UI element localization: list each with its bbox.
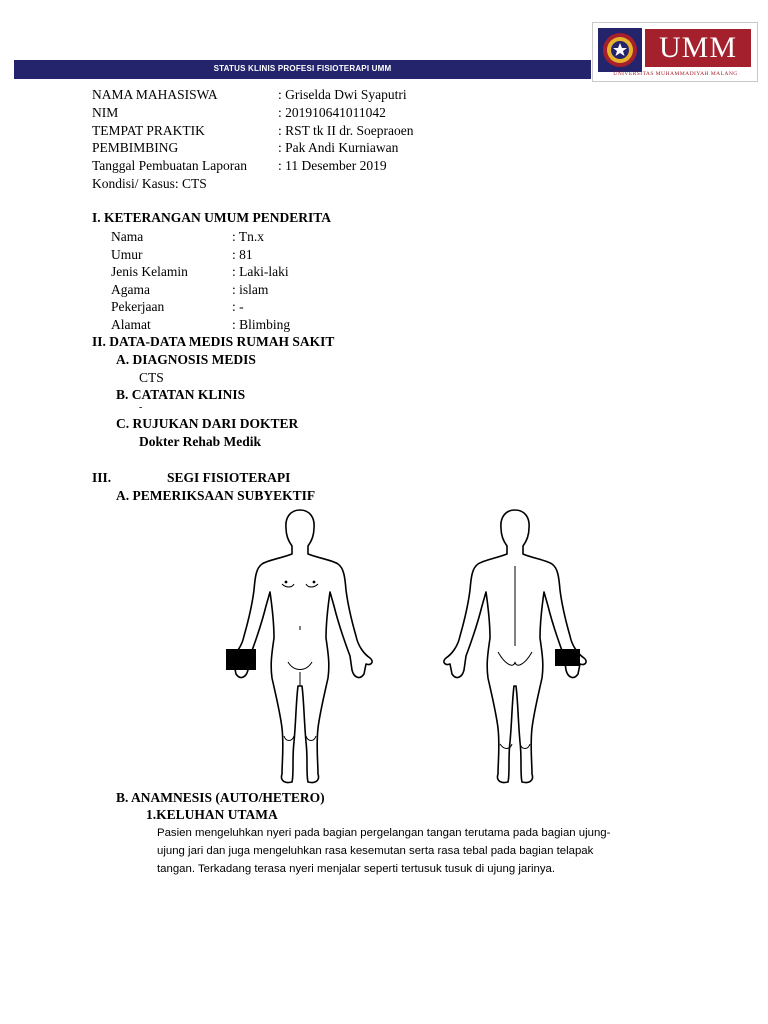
banner-title: STATUS KLINIS PROFESI FISIOTERAPI UMM <box>213 64 392 73</box>
section2-title: II. DATA-DATA MEDIS RUMAH SAKIT <box>92 334 335 349</box>
info-value: : 11 Desember 2019 <box>278 158 387 174</box>
diagnosis-value: CTS <box>139 370 164 385</box>
patient-label: Jenis Kelamin <box>111 264 188 280</box>
anamnesis-title: B. ANAMNESIS (AUTO/HETERO) <box>116 790 325 805</box>
info-label: PEMBIMBING <box>92 140 179 156</box>
subjective-exam-title: A. PEMERIKSAAN SUBYEKTIF <box>116 488 316 503</box>
referral-value: Dokter Rehab Medik <box>139 434 262 449</box>
section1-title: I. KETERANGAN UMUM PENDERITA <box>92 210 332 225</box>
section3-title: SEGI FISIOTERAPI <box>167 470 291 485</box>
diagnosis-title: A. DIAGNOSIS MEDIS <box>116 352 256 367</box>
patient-value: : islam <box>232 281 269 297</box>
complaint-line: Pasien mengeluhkan nyeri pada bagian pergelangan tangan terutama pada bagian ujung- <box>157 827 611 839</box>
patient-value: : 81 <box>232 246 253 262</box>
section3-number: III. <box>92 470 112 485</box>
patient-label: Pekerjaan <box>111 299 165 315</box>
patient-value: : Tn.x <box>232 229 265 244</box>
info-value: : Pak Andi Kurniawan <box>278 140 399 156</box>
clinical-notes-value: - <box>139 402 143 413</box>
patient-label: Nama <box>111 229 144 244</box>
patient-value: : Blimbing <box>232 316 291 332</box>
university-logo <box>592 22 758 82</box>
back-wrist-marker <box>555 649 580 666</box>
university-seal-icon <box>598 28 642 72</box>
patient-label: Alamat <box>111 316 151 332</box>
info-label: Tanggal Pembuatan Laporan <box>92 158 247 174</box>
referral-title: C. RUJUKAN DARI DOKTER <box>116 416 299 431</box>
main-complaint-title: 1.KELUHAN UTAMA <box>146 807 278 822</box>
info-label: NAMA MAHASISWA <box>92 87 218 102</box>
header-banner <box>14 60 591 79</box>
front-wrist-marker <box>226 649 256 670</box>
logo-text: UMM <box>658 31 737 64</box>
clinical-notes-title: B. CATATAN KLINIS <box>116 387 246 402</box>
complaint-line: ujung jari dan juga mengeluhkan rasa kesemutan serta rasa tebal pada bagian telapak <box>157 845 594 857</box>
patient-label: Umur <box>111 246 143 262</box>
body-chart-back <box>440 506 590 788</box>
patient-label: Agama <box>111 281 150 297</box>
logo-subtext: UNIVERSITAS MUHAMMADIYAH MALANG <box>613 71 738 77</box>
complaint-line: tangan. Terkadang terasa nyeri menjalar seperti tertusuk tusuk di ujung jarinya. <box>157 863 556 875</box>
main-complaint-text <box>157 824 677 878</box>
patient-value: : - <box>232 299 244 315</box>
body-chart-front <box>222 506 378 788</box>
info-value: : 201910641011042 <box>278 104 386 120</box>
info-value: : RST tk II dr. Soepraoen <box>278 122 414 138</box>
info-label: TEMPAT PRAKTIK <box>92 122 205 138</box>
info-value: : Griselda Dwi Syaputri <box>278 87 407 102</box>
logo-wordmark <box>645 29 751 67</box>
patient-value: : Laki-laki <box>232 264 289 280</box>
info-label: NIM <box>92 104 119 120</box>
